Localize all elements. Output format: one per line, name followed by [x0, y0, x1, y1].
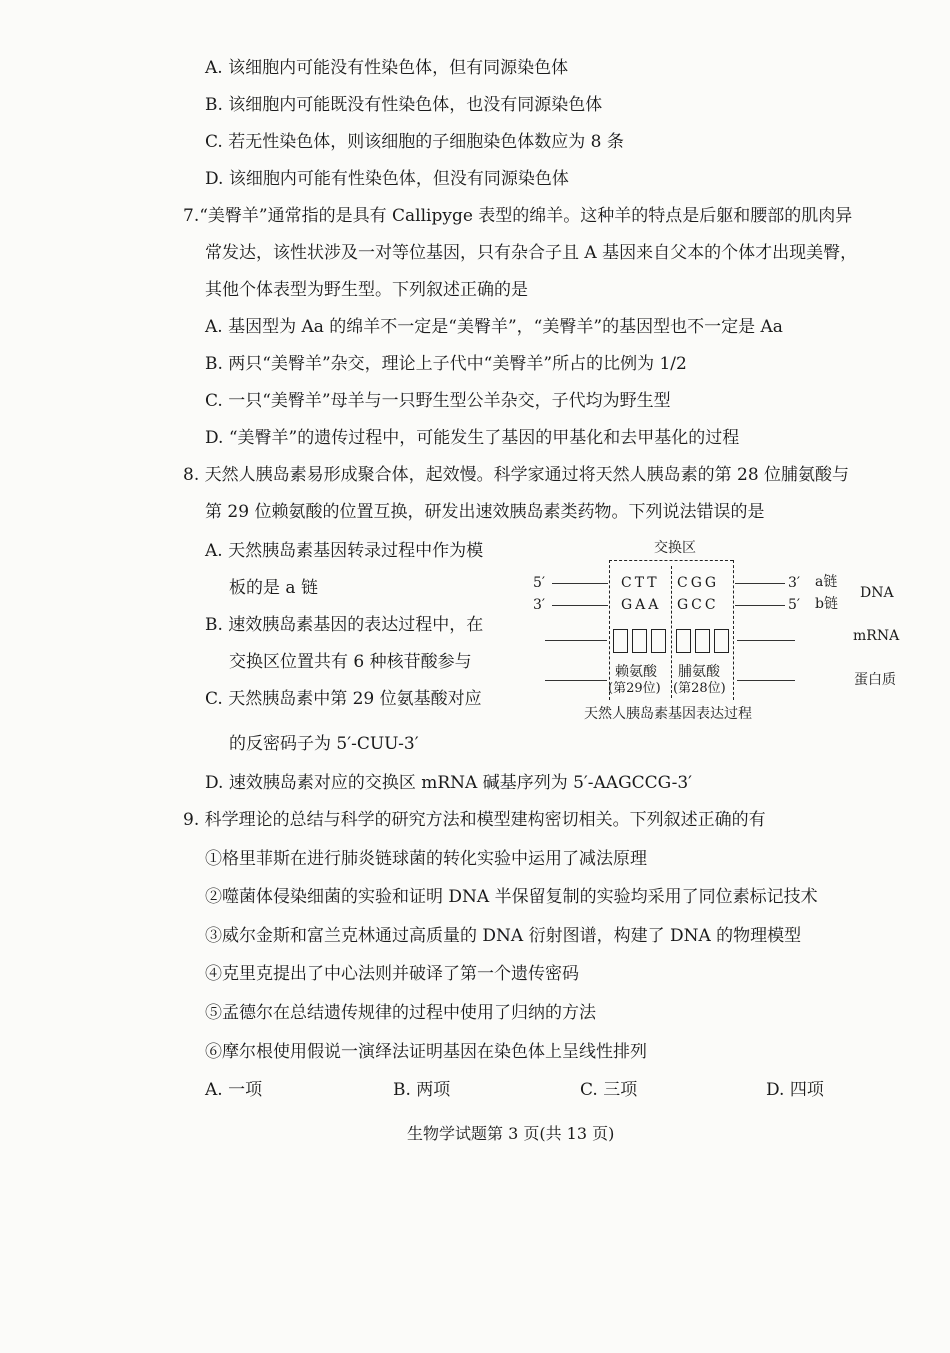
diagram-caption: 天然人胰岛素基因表达过程 — [584, 706, 752, 722]
q6-option-b: B. 该细胞内可能既没有性染色体，也没有同源染色体 — [205, 95, 603, 115]
a-strand-5prime: 5′ — [533, 575, 546, 591]
a-strand-line-left — [552, 583, 608, 584]
q8-option-c-line1: C. 天然胰岛素中第 29 位氨基酸对应 — [205, 689, 482, 709]
mrna-codon-box — [695, 629, 710, 653]
q9-item-1: ①格里菲斯在进行肺炎链球菌的转化实验中运用了减法原理 — [205, 849, 647, 869]
q8-option-c-line2: 的反密码子为 5′-CUU-3′ — [229, 734, 419, 754]
dna-label: DNA — [860, 585, 894, 601]
a-chain-label: a链 — [815, 574, 838, 590]
protein-label: 蛋白质 — [854, 672, 896, 688]
b-strand-seq-left: GAA — [621, 597, 662, 613]
exchange-frame-left — [609, 560, 610, 700]
q7-option-c: C. 一只“美臀羊”母羊与一只野生型公羊杂交，子代均为野生型 — [205, 391, 671, 411]
amino-acid-left-position: (第29位) — [608, 681, 661, 696]
q8-option-a-line2: 板的是 a 链 — [229, 578, 318, 598]
q8-stem-line1: 8. 天然人胰岛素易形成聚合体，起效慢。科学家通过将天然人胰岛素的第 28 位脯氨酸与 — [183, 465, 850, 485]
q7-stem-line1: 7.“美臀羊”通常指的是具有 Callipyge 表型的绵羊。这种羊的特点是后躯和腰部的肌肉异 — [183, 206, 853, 226]
a-strand-3prime: 3′ — [788, 575, 801, 591]
b-strand-seq-right: GCC — [677, 597, 719, 613]
page-footer: 生物学试题第 3 页(共 13 页) — [407, 1124, 615, 1143]
q7-option-d: D. “美臀羊”的遗传过程中，可能发生了基因的甲基化和去甲基化的过程 — [205, 428, 740, 448]
q8-option-b-line1: B. 速效胰岛素基因的表达过程中，在 — [205, 615, 484, 635]
mrna-codon-box — [651, 629, 666, 653]
a-strand-seq-right: CGG — [677, 575, 720, 591]
exchange-region-label: 交换区 — [654, 540, 696, 556]
amino-acid-right-position: (第28位) — [673, 681, 726, 696]
q9-stem: 9. 科学理论的总结与科学的研究方法和模型建构密切相关。下列叙述正确的有 — [183, 810, 766, 830]
q6-option-a: A. 该细胞内可能没有性染色体，但有同源染色体 — [205, 58, 569, 78]
q9-item-2: ②噬菌体侵染细菌的实验和证明 DNA 半保留复制的实验均采用了同位素标记技术 — [205, 887, 818, 907]
q8-option-a-line1: A. 天然胰岛素基因转录过程中作为模 — [205, 541, 484, 561]
b-chain-label: b链 — [815, 596, 838, 612]
q9-item-5: ⑤孟德尔在总结遗传规律的过程中使用了归纳的方法 — [205, 1003, 596, 1023]
q6-option-c: C. 若无性染色体，则该细胞的子细胞染色体数应为 8 条 — [205, 132, 624, 152]
a-strand-line-right — [735, 583, 785, 584]
mrna-codon-box — [714, 629, 729, 653]
protein-line-right — [737, 680, 795, 681]
b-strand-line-right — [735, 605, 785, 606]
b-strand-5prime: 5′ — [788, 597, 801, 613]
q9-option-b: B. 两项 — [393, 1080, 451, 1100]
mrna-codon-box — [632, 629, 647, 653]
b-strand-line-left — [552, 605, 608, 606]
q7-stem-line3: 其他个体表型为野生型。下列叙述正确的是 — [205, 280, 528, 300]
q7-option-a: A. 基因型为 Aa 的绵羊不一定是“美臀羊”，“美臀羊”的基因型也不一定是 Aa — [205, 317, 783, 337]
q9-item-4: ④克里克提出了中心法则并破译了第一个遗传密码 — [205, 964, 579, 984]
mrna-line-right — [737, 640, 795, 641]
mrna-codon-box — [676, 629, 691, 653]
exchange-frame-middle — [671, 566, 672, 698]
q8-option-d: D. 速效胰岛素对应的交换区 mRNA 碱基序列为 5′-AAGCCG-3′ — [205, 773, 692, 793]
q9-item-6: ⑥摩尔根使用假说一演绎法证明基因在染色体上呈线性排列 — [205, 1042, 647, 1062]
mrna-line-left — [545, 640, 607, 641]
q7-option-b: B. 两只“美臀羊”杂交，理论上子代中“美臀羊”所占的比例为 1/2 — [205, 354, 687, 374]
protein-line-left — [545, 680, 607, 681]
b-strand-3prime: 3′ — [533, 597, 546, 613]
q9-option-c: C. 三项 — [580, 1080, 638, 1100]
exchange-frame-top — [609, 560, 733, 561]
q9-item-3: ③威尔金斯和富兰克林通过高质量的 DNA 衍射图谱，构建了 DNA 的物理模型 — [205, 926, 802, 946]
a-strand-seq-left: CTT — [621, 575, 660, 591]
q9-option-d: D. 四项 — [766, 1080, 824, 1100]
q8-option-b-line2: 交换区位置共有 6 种核苷酸参与 — [229, 652, 472, 672]
q7-stem-line2: 常发达，该性状涉及一对等位基因，只有杂合子且 A 基因来自父本的个体才出现美臀， — [205, 243, 858, 263]
exchange-frame-right — [733, 560, 734, 700]
amino-acid-left: 赖氨酸 — [615, 664, 657, 680]
amino-acid-right: 脯氨酸 — [678, 664, 720, 680]
q6-option-d: D. 该细胞内可能有性染色体，但没有同源染色体 — [205, 169, 569, 189]
q8-stem-line2: 第 29 位赖氨酸的位置互换，研发出速效胰岛素类药物。下列说法错误的是 — [205, 502, 765, 522]
mrna-codon-box — [613, 629, 628, 653]
mrna-label: mRNA — [853, 628, 900, 644]
q9-option-a: A. 一项 — [205, 1080, 263, 1100]
